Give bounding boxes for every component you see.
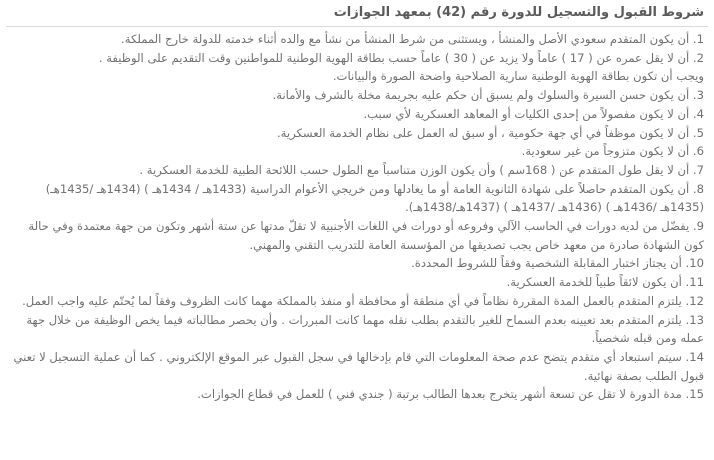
list-item: 3. أن يكون حسن السيرة والسلوك ولم يسبق أن حكم عليه بجريمة مخلة بالشرف والأمانة. (272, 88, 704, 103)
list-item: 1. أن يكون المتقدم سعودي الأصل والمنشأ ، ويستثنى من شرط المنشأ من نشأ مع والده أثناء خدمته للدولة خارج المملكة. (121, 32, 704, 46)
list-item: ويجب أن تكون بطاقة الهوية الوطنية سارية الصلاحية واضحة الصورة والبيانات. (332, 69, 704, 84)
list-item: 6. أن لا يكون متزوجاً من غير سعودية. (521, 144, 704, 159)
list-item: 10. أن يجتاز اختبار المقابلة الشخصية وفقاً للشروط المحددة. (411, 256, 704, 271)
conditions-list (6, 30, 708, 404)
list-item: 9. يفضّل من لديه دورات في الحاسب الآلي وفروعه أو دورات في اللغات الأجنبية لا تقلّ مدتها عن ستة أشهر وتكون من جهة معتمدة وفي حالة كون الشهادة صادرة من معهد خاص يجب تصديقها من المؤسسة العامة للتدريب التقني والمهني. (28, 219, 704, 252)
list-item: 14. سيتم استبعاد أي متقدم يتضح عدم صحة المعلومات التي قام بإدخالها في سجل القبول عبر الموقع الإلكتروني . كما أن عملية التسجيل لا تعني قبول الطلب بصفة نهائية. (13, 349, 704, 383)
list-item: 12. يلتزم المتقدم بالعمل المدة المقررة نظاماً في أي منطقة أو محافظة أو منفذ بالمملكة مهما كانت الظروف وفقاً لما يُحتّم عليه واجب العمل. (22, 293, 704, 308)
list-item: 15. مدة الدورة لا تقل عن تسعة أشهر يتخرج بعدها الطالب برتبة ( جندي فني ) للعمل في قطاع الجوازات. (197, 387, 704, 402)
list-item: 7. أن لا يقل طول المتقدم عن ( 168سم ) وأن يكون الوزن متناسباً مع الطول حسب اللائحة الطبية للخدمة العسكرية . (139, 162, 704, 177)
list-item: 5. أن لا يكون موظفاً في أي جهة حكومية ، أو سبق له العمل على نظام الخدمة العسكرية. (277, 125, 704, 140)
list-item: 8. أن يكون المتقدم حاصلاً على شهادة الثانوية العامة أو ما يعادلها ومن خريجي الأعوام الدراسية (1433هـ / 1434هـ ) (1434هـ /1435هـ) (1435هـ /1436هـ ) (1436هـ /1437هـ ) (1437هـ/1438هـ). (45, 181, 704, 215)
list-item: 4. أن لا يكون مفصولاً من إحدى الكليات أو المعاهد العسكرية لأي سبب. (363, 106, 704, 121)
list-item: 2. أن لا يقل عمره عن ( 17 ) عاماً ولا يزيد عن ( 30 ) عاماً حسب بطاقة الهوية الوطنية للمواطنين وقت التقديم على الوظيفة . (98, 50, 704, 65)
list-item: 11. أن يكون لائقاً طبياً للخدمة العسكرية. (506, 275, 704, 290)
page-title: شروط القبول والتسجيل للدورة رقم (42) بمعهد الجوازات (6, 4, 708, 27)
list-item: 13. يلتزم المتقدم بعد تعيينه بعدم السماح للغير بالتقدم بطلب نقله مهما كانت المبررات . وأن يحصر مطالباته فيما يخص الوظيفة من خلال جهة عمله ومن قبله شخصياً. (26, 312, 704, 346)
